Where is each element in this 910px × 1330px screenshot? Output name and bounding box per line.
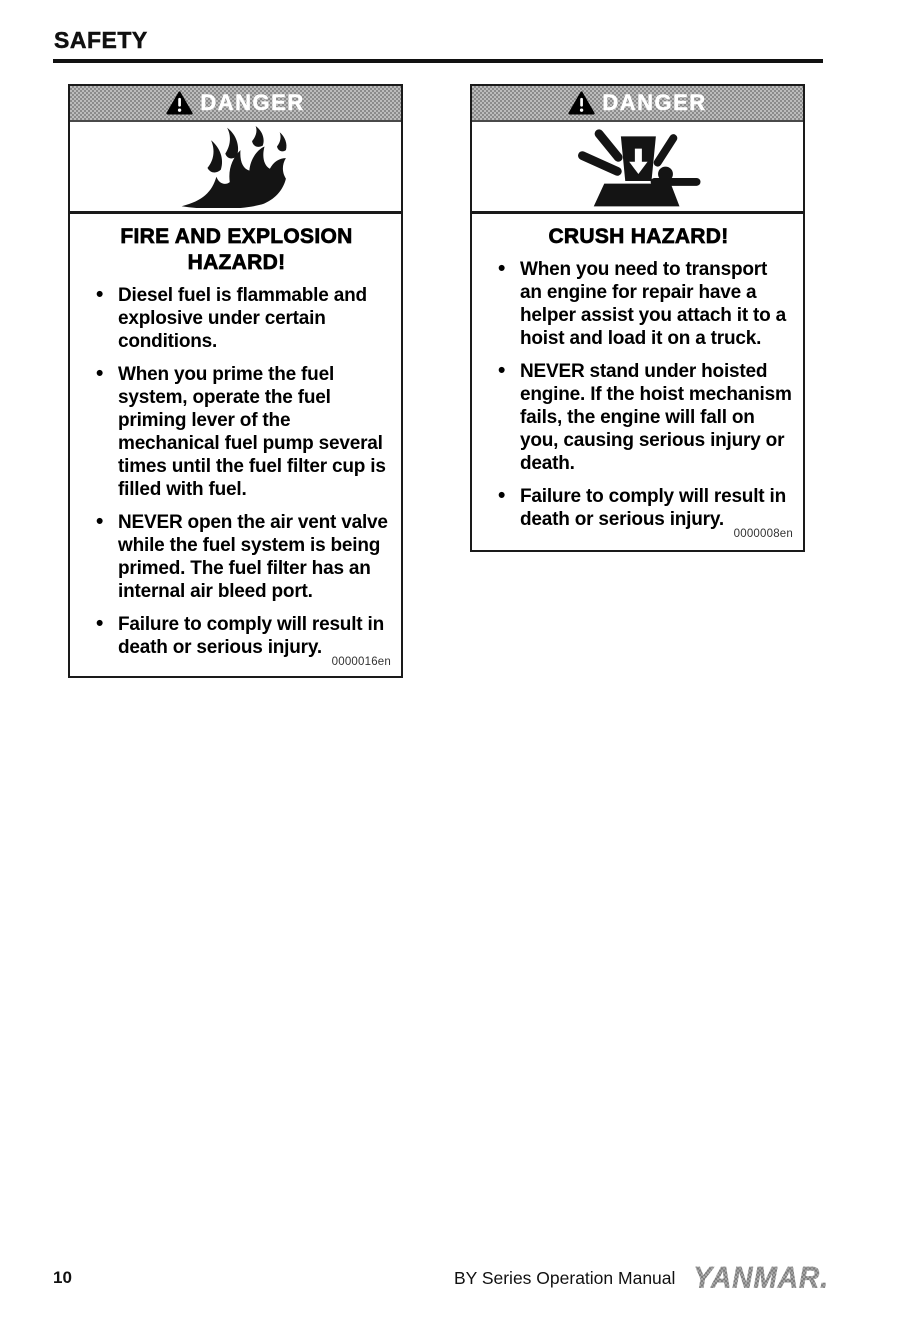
hazard-icon-section xyxy=(70,122,401,214)
danger-banner xyxy=(70,86,401,122)
hazard-bullet: • When you need to transport an engine for repair have a helper assist you attach it to a hoist and load it on a truck. xyxy=(496,258,793,350)
label-code: 0000008en xyxy=(733,528,793,540)
hazard-bullet: • Failure to comply will result in death or serious injury. xyxy=(94,613,391,659)
danger-banner-label: DANGER xyxy=(200,90,305,115)
hazard-bullet: • When you prime the fuel system, operate the fuel priming lever of the mechanical fuel pump several times until the fuel filter cup is filled with fuel. xyxy=(94,363,391,501)
hazard-text-section xyxy=(70,214,401,673)
danger-banner-label: DANGER xyxy=(602,90,707,115)
manual-title: BY Series Operation Manual xyxy=(453,1267,676,1288)
yanmar-logo: YANMAR. xyxy=(693,1261,829,1294)
page-title: SAFETY xyxy=(54,27,148,53)
warning-box-crush xyxy=(470,84,805,552)
warning-triangle-icon xyxy=(568,91,595,115)
hazard-icon-section xyxy=(472,122,803,214)
header-rule xyxy=(53,59,823,63)
danger-banner xyxy=(472,86,803,122)
hazard-bullet: • NEVER stand under hoisted engine. If the hoist mechanism fails, the engine will fall on you, causing serious injury or death. xyxy=(496,360,793,475)
fire-flames-icon xyxy=(177,126,295,208)
hazard-bullet: • Diesel fuel is flammable and explosive under certain conditions. xyxy=(94,284,391,353)
hazard-title: FIRE AND EXPLOSION HAZARD! xyxy=(120,225,353,274)
hazard-bullet-list xyxy=(484,258,793,531)
crush-hazard-icon xyxy=(565,125,710,209)
hazard-bullet: • Failure to comply will result in death or serious injury. xyxy=(496,485,793,531)
hazard-bullet-list xyxy=(82,284,391,659)
warning-box-fire-explosion xyxy=(68,84,403,678)
hazard-bullet: • NEVER open the air vent valve while the fuel system is being primed. The fuel filter has an internal air bleed port. xyxy=(94,511,391,603)
hazard-title: CRUSH HAZARD! xyxy=(548,225,729,248)
hazard-text-section xyxy=(472,214,803,545)
warning-triangle-icon xyxy=(166,91,193,115)
page-number: 10 xyxy=(53,1268,72,1287)
page-footer xyxy=(53,1262,829,1294)
label-code: 0000016en xyxy=(331,656,391,668)
